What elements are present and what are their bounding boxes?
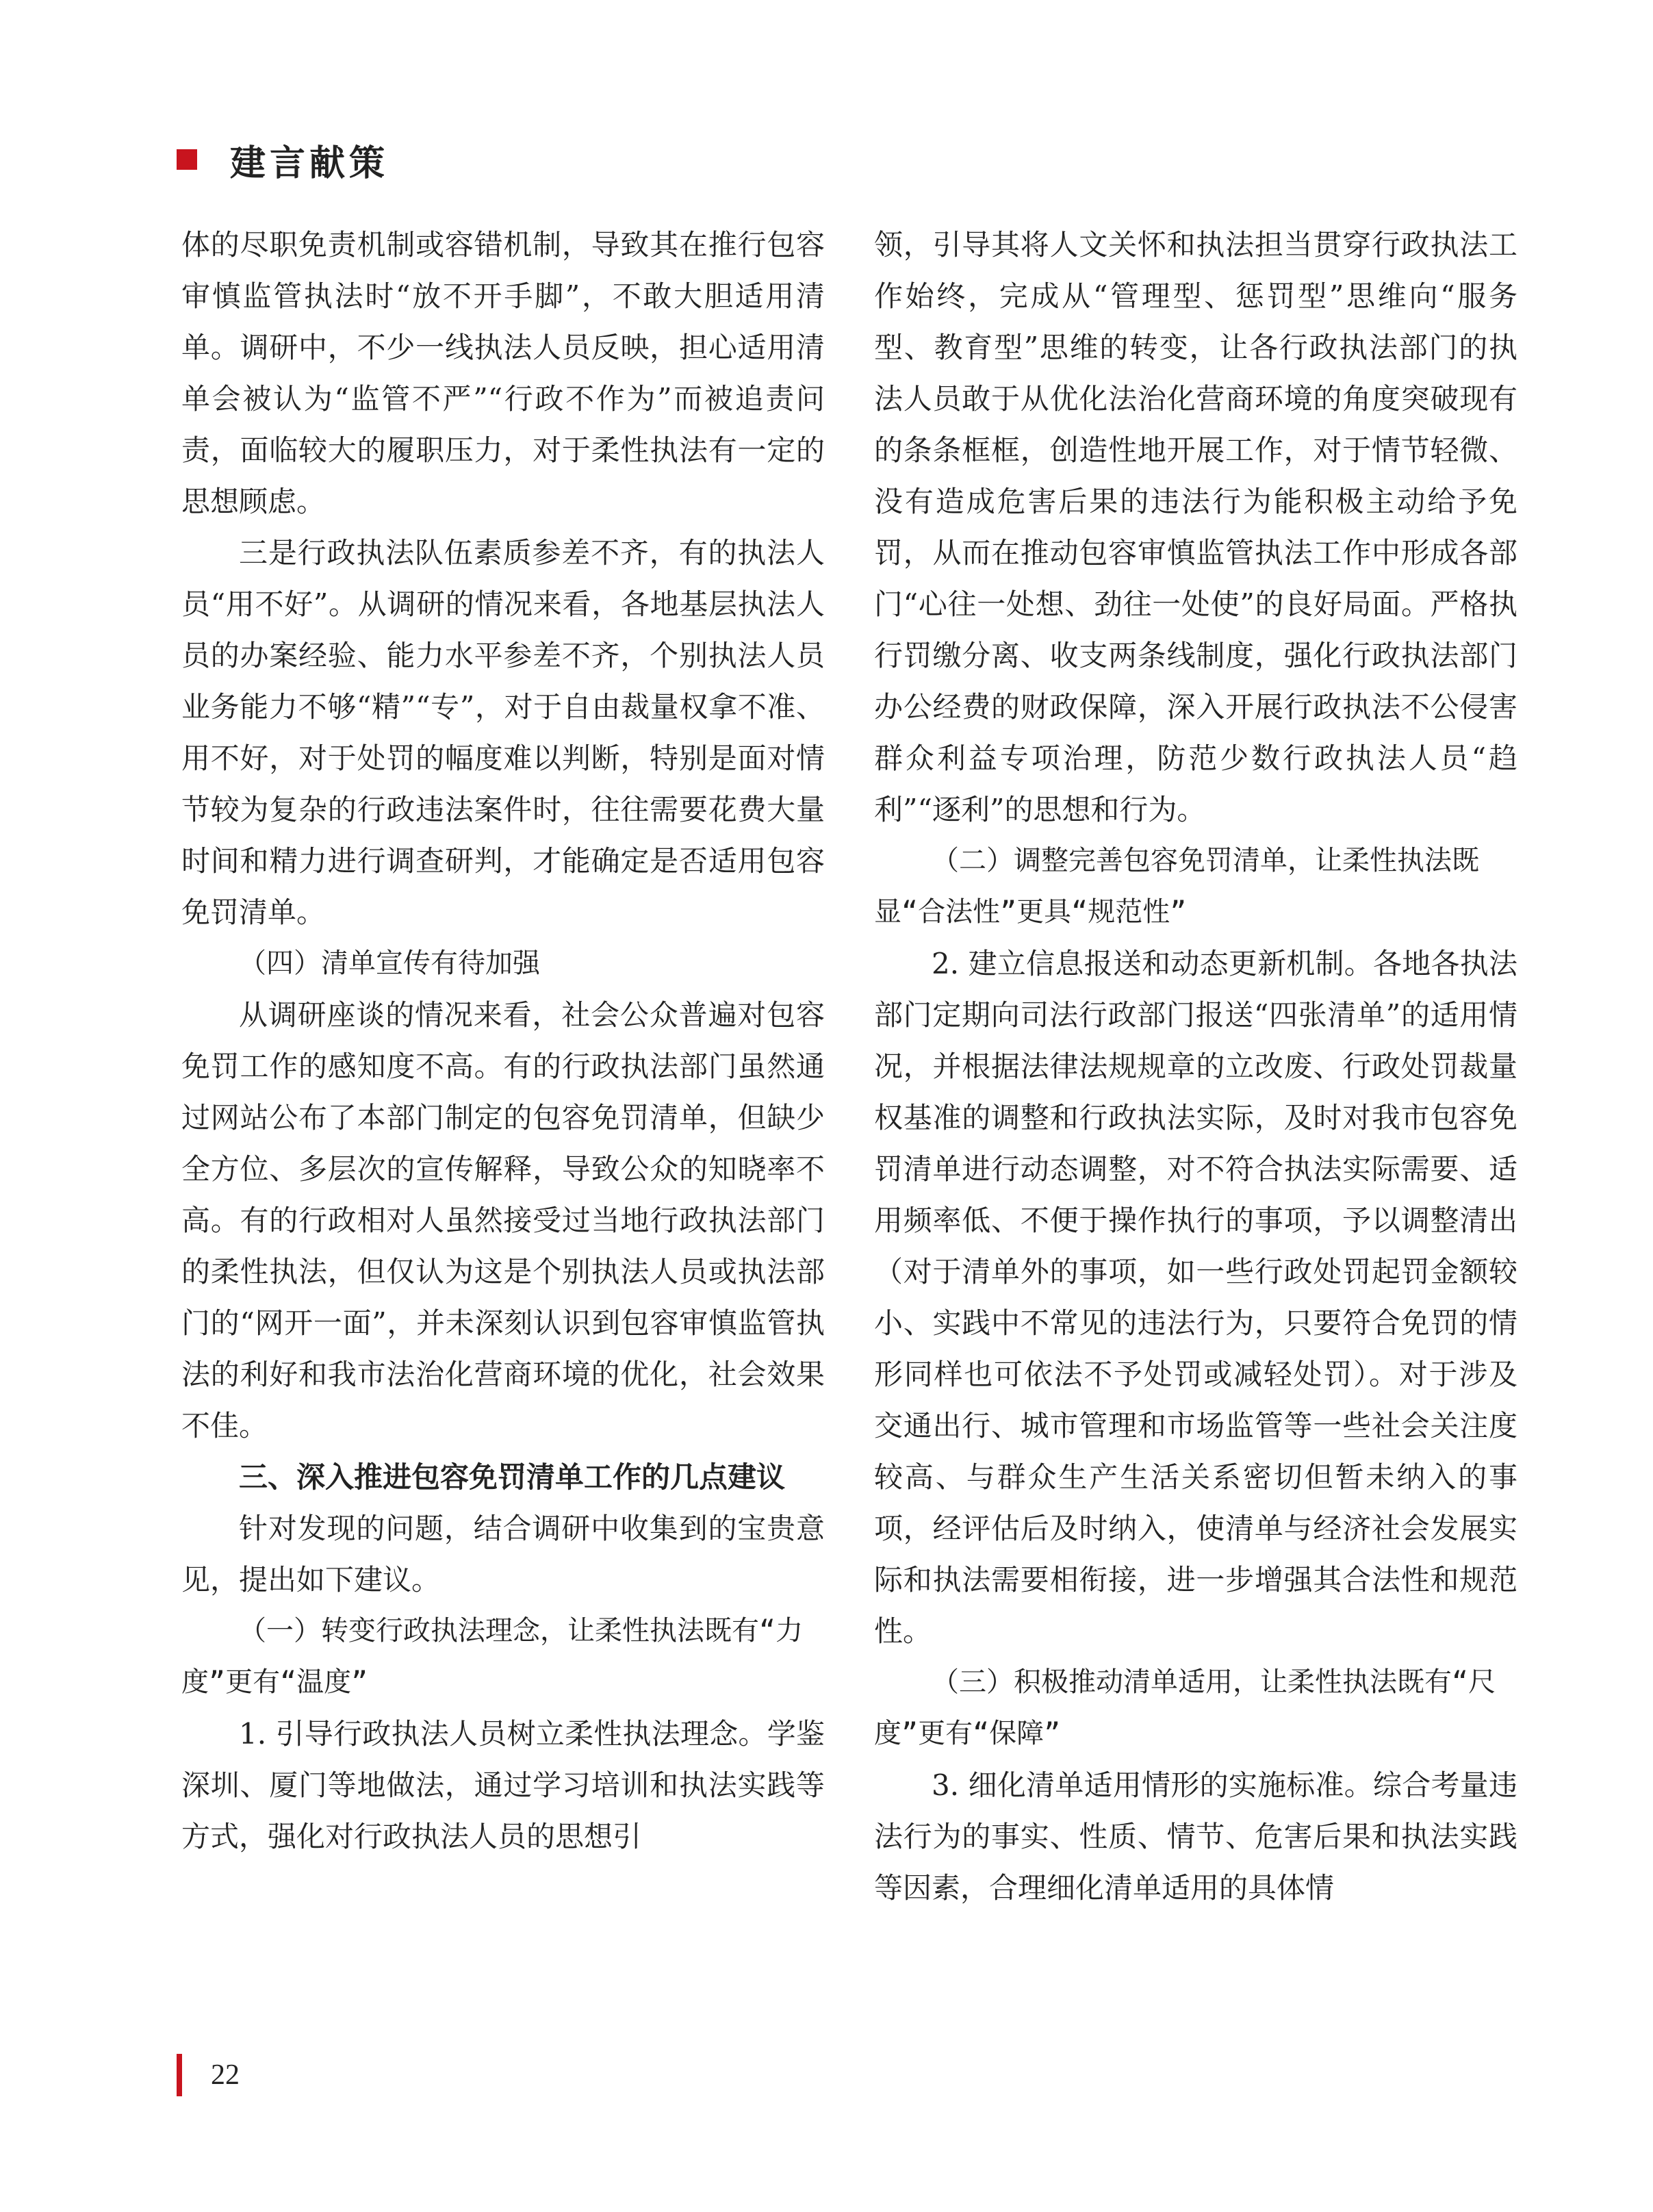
- paragraph: 2. 建立信息报送和动态更新机制。各地各执法部门定期向司法行政部门报送“四张清单”的适用情况，并根据法律法规规章的立改废、行政处罚裁量权基准的调整和行政执法实际，及时对我市包容免罚清单进行动态调整，对不符合执法实际需要、适用频率低、不便于操作执行的事项，予以调整清出（对于清单外的事项，如一些行政处罚起罚金额较小、实践中不常见的违法行为，只要符合免罚的情形同样也可依法不予处罚或减轻处罚）。对于涉及交通出行、城市管理和市场监管等一些社会关注度较高、与群众生产生活关系密切但暂未纳入的事项，经评估后及时纳入，使清单与经济社会发展实际和执法需要相衔接，进一步增强其合法性和规范性。: [874, 947, 1517, 1648]
- subheading: （四）清单宣传有待加强: [239, 948, 540, 979]
- paragraph: 三是行政执法队伍素质参差不齐，有的执法人员“用不好”。从调研的情况来看，各地基层执法人员的办案经验、能力水平参差不齐，个别执法人员业务能力不够“精”“专”，对于自由裁量权拿不准、用不好，对于处罚的幅度难以判断，特别是面对情节较为复杂的行政违法案件时，往往需要花费大量时间和精力进行调查研判，才能确定是否适用包容免罚清单。: [181, 536, 825, 929]
- right-column: [874, 219, 1517, 1914]
- paragraph: 1. 引导行政执法人员树立柔性执法理念。学鉴深圳、厦门等地做法，通过学习培训和执法实践等方式，强化对行政执法人员的思想引: [181, 1717, 825, 1853]
- page-number: 22: [211, 2059, 240, 2091]
- paragraph: 3. 细化清单适用情形的实施标准。综合考量违法行为的事实、性质、情节、危害后果和执法实践等因素，合理细化清单适用的具体情: [874, 1768, 1517, 1905]
- section-header: [177, 136, 389, 183]
- header-square-icon: [177, 149, 197, 170]
- subheading: （一）转变行政执法理念，让柔性执法既有“力度”更有“温度”: [181, 1615, 804, 1698]
- section-heading: 三、深入推进包容免罚清单工作的几点建议: [239, 1460, 786, 1494]
- left-column: [181, 219, 825, 1862]
- subheading: （二）调整完善包容免罚清单，让柔性执法既显“合法性”更具“规范性”: [874, 845, 1479, 928]
- footer-bar-icon: [177, 2054, 182, 2096]
- page-footer: [177, 2054, 240, 2096]
- paragraph: 领，引导其将人文关怀和执法担当贯穿行政执法工作始终，完成从“管理型、惩罚型”思维向“服务型、教育型”思维的转变，让各行政执法部门的执法人员敢于从优化法治化营商环境的角度突破现有的条条框框，创造性地开展工作，对于情节轻微、没有造成危害后果的违法行为能积极主动给予免罚，从而在推动包容审慎监管执法工作中形成各部门“心往一处想、劲往一处使”的良好局面。严格执行罚缴分离、收支两条线制度，强化行政执法部门办公经费的财政保障，深入开展行政执法不公侵害群众利益专项治理，防范少数行政执法人员“趋利”“逐利”的思想和行为。: [874, 228, 1517, 826]
- paragraph: 针对发现的问题，结合调研中收集到的宝贵意见，提出如下建议。: [181, 1512, 825, 1597]
- paragraph: 从调研座谈的情况来看，社会公众普遍对包容免罚工作的感知度不高。有的行政执法部门虽然通过网站公布了本部门制定的包容免罚清单，但缺少全方位、多层次的宣传解释，导致公众的知晓率不高。有的行政相对人虽然接受过当地行政执法部门的柔性执法，但仅认为这是个别执法人员或执法部门的“网开一面”，并未深刻认识到包容审慎监管执法的利好和我市法治化营商环境的优化，社会效果不佳。: [181, 998, 825, 1442]
- section-title: 建言献策: [230, 142, 389, 184]
- subheading: （三）积极推动清单适用，让柔性执法既有“尺度”更有“保障”: [874, 1666, 1496, 1749]
- paragraph: 体的尽职免责机制或容错机制，导致其在推行包容审慎监管执法时“放不开手脚”，不敢大胆适用清单。调研中，不少一线执法人员反映，担心适用清单会被认为“监管不严”“行政不作为”而被追责问责，面临较大的履职压力，对于柔性执法有一定的思想顾虑。: [181, 228, 825, 518]
